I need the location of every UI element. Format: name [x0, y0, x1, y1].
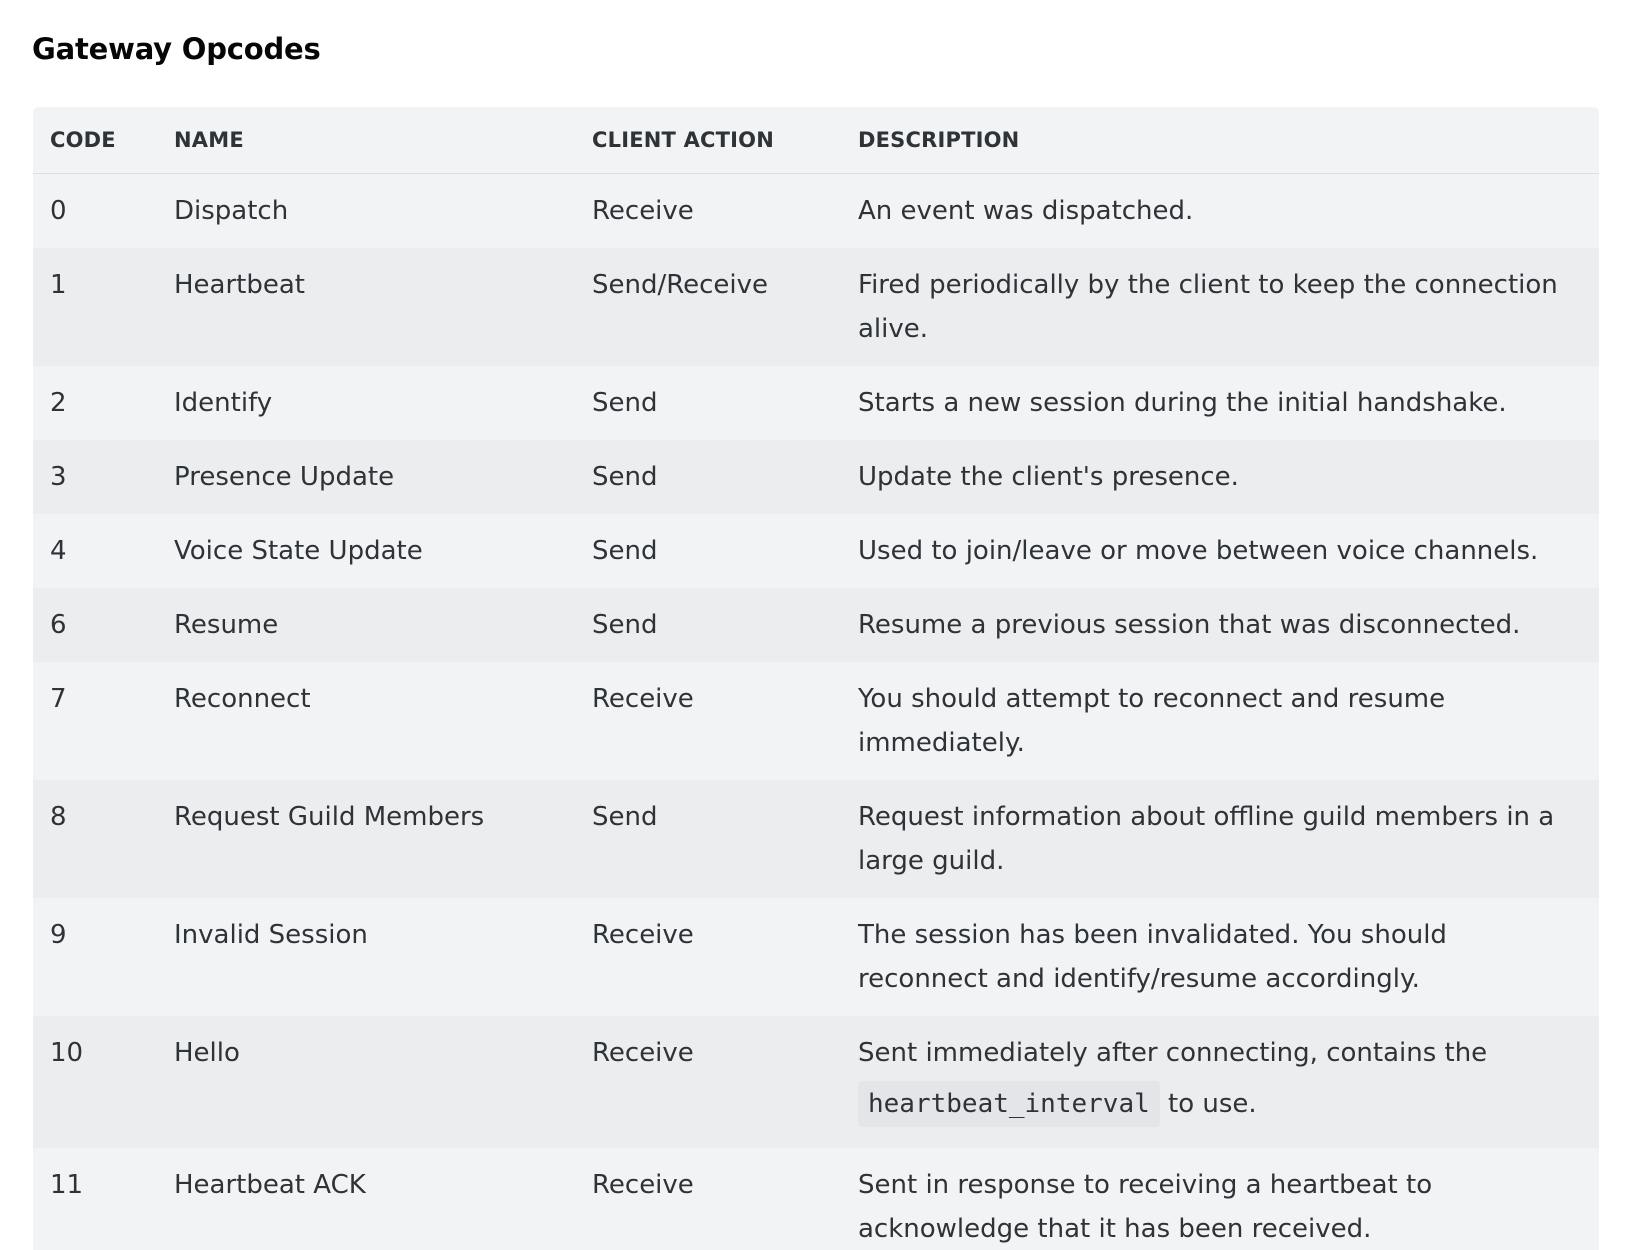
- cell-name: Heartbeat: [157, 248, 575, 366]
- cell-description: Request information about offline guild members in a large guild.: [841, 780, 1599, 898]
- cell-code: 7: [33, 662, 157, 780]
- table-row: [33, 248, 1599, 366]
- column-header-code: CODE: [33, 107, 157, 174]
- table-row: [33, 514, 1599, 588]
- cell-description: You should attempt to reconnect and resume immediately.: [841, 662, 1599, 780]
- cell-code: 8: [33, 780, 157, 898]
- cell-client-action: Send: [575, 366, 841, 440]
- cell-name: Presence Update: [157, 440, 575, 514]
- table-row: [33, 780, 1599, 898]
- section-title: Gateway Opcodes: [32, 32, 321, 66]
- opcodes-table-container: [33, 107, 1599, 1250]
- cell-client-action: Receive: [575, 662, 841, 780]
- table-row: [33, 662, 1599, 780]
- cell-client-action: Send: [575, 588, 841, 662]
- cell-client-action: Receive: [575, 898, 841, 1016]
- cell-description: [841, 1016, 1599, 1148]
- table-row: [33, 1016, 1599, 1148]
- column-header-name: NAME: [157, 107, 575, 174]
- cell-name: Dispatch: [157, 174, 575, 249]
- table-row: [33, 440, 1599, 514]
- cell-name: Heartbeat ACK: [157, 1148, 575, 1250]
- column-header-client-action: CLIENT ACTION: [575, 107, 841, 174]
- cell-code: 11: [33, 1148, 157, 1250]
- table-row: [33, 1148, 1599, 1250]
- cell-name: Request Guild Members: [157, 780, 575, 898]
- cell-name: Voice State Update: [157, 514, 575, 588]
- table-header-row: [33, 107, 1599, 174]
- table-header: [33, 107, 1599, 174]
- cell-client-action: Send: [575, 440, 841, 514]
- cell-code: 1: [33, 248, 157, 366]
- table-row: [33, 898, 1599, 1016]
- cell-code: 3: [33, 440, 157, 514]
- cell-code: 4: [33, 514, 157, 588]
- cell-code: 10: [33, 1016, 157, 1148]
- cell-client-action: Send: [575, 780, 841, 898]
- description-text: to use.: [1159, 1089, 1257, 1119]
- opcodes-table: [33, 107, 1599, 1250]
- cell-description: Update the client's presence.: [841, 440, 1599, 514]
- table-row: [33, 588, 1599, 662]
- cell-client-action: Send/Receive: [575, 248, 841, 366]
- column-header-description: DESCRIPTION: [841, 107, 1599, 174]
- cell-code: 6: [33, 588, 157, 662]
- table-row: [33, 174, 1599, 249]
- cell-client-action: Receive: [575, 1148, 841, 1250]
- cell-code: 2: [33, 366, 157, 440]
- cell-name: Resume: [157, 588, 575, 662]
- cell-name: Identify: [157, 366, 575, 440]
- cell-description: Fired periodically by the client to keep the connection alive.: [841, 248, 1599, 366]
- inline-code: heartbeat_interval: [858, 1081, 1160, 1127]
- cell-description: An event was dispatched.: [841, 174, 1599, 249]
- table-row: [33, 366, 1599, 440]
- cell-description: Sent in response to receiving a heartbeat to acknowledge that it has been received.: [841, 1148, 1599, 1250]
- table-body: [33, 174, 1599, 1250]
- cell-description: Used to join/leave or move between voice channels.: [841, 514, 1599, 588]
- cell-code: 0: [33, 174, 157, 249]
- cell-client-action: Receive: [575, 1016, 841, 1148]
- cell-client-action: Send: [575, 514, 841, 588]
- cell-description: Starts a new session during the initial handshake.: [841, 366, 1599, 440]
- cell-client-action: Receive: [575, 174, 841, 249]
- cell-name: Invalid Session: [157, 898, 575, 1016]
- description-text: Sent immediately after connecting, contains the: [858, 1038, 1488, 1068]
- cell-name: Reconnect: [157, 662, 575, 780]
- cell-description: Resume a previous session that was disconnected.: [841, 588, 1599, 662]
- cell-description: The session has been invalidated. You should reconnect and identify/resume accordingly.: [841, 898, 1599, 1016]
- cell-name: Hello: [157, 1016, 575, 1148]
- cell-code: 9: [33, 898, 157, 1016]
